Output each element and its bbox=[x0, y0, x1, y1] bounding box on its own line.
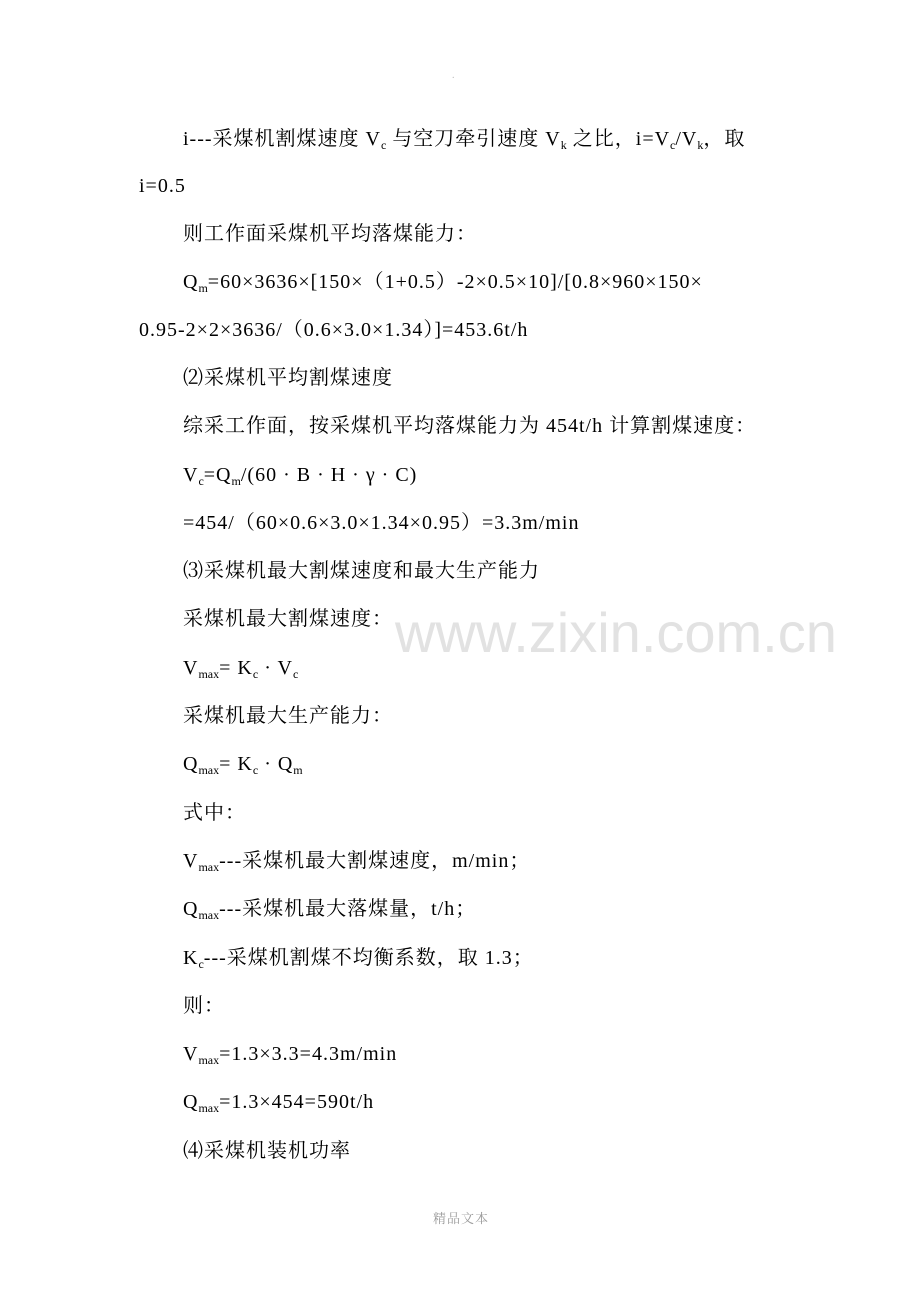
text-run: Q bbox=[183, 1091, 199, 1113]
formula-vmax bbox=[183, 655, 298, 687]
text-run: V bbox=[183, 850, 199, 872]
text-run: ---采煤机最大割煤速度，m/min； bbox=[219, 850, 531, 872]
text-run: =1.3×3.3=4.3m/min bbox=[219, 1043, 398, 1065]
text-run: Q bbox=[183, 271, 199, 293]
section-heading-2: ⑵采煤机平均割煤速度 bbox=[183, 367, 393, 389]
subscript: c bbox=[198, 474, 204, 488]
result-qmax bbox=[183, 1089, 374, 1121]
definition-i-value: i=0.5 bbox=[139, 175, 186, 197]
text-run: · Q bbox=[258, 753, 294, 775]
subscript: max bbox=[198, 860, 220, 874]
text-run: = K bbox=[219, 753, 253, 775]
text-run: V bbox=[183, 1043, 199, 1065]
subscript: c bbox=[670, 138, 676, 152]
paragraph-speed-intro: 综采工作面，按采煤机平均落煤能力为 454t/h 计算割煤速度： bbox=[183, 415, 757, 437]
subscript: c bbox=[198, 957, 204, 971]
subscript: m bbox=[293, 763, 303, 777]
definition-qmax bbox=[183, 896, 476, 928]
formula-qm-line1 bbox=[183, 269, 703, 301]
formula-qmax bbox=[183, 751, 303, 783]
text-run: = K bbox=[219, 657, 253, 679]
text-run: Q bbox=[183, 898, 199, 920]
definition-kc bbox=[183, 945, 534, 977]
header-mark: . bbox=[452, 70, 455, 81]
definition-vmax bbox=[183, 848, 530, 880]
text-run: =60×3636×[150×（1+0.5）-2×0.5×10]/[0.8×960×150× bbox=[207, 271, 703, 293]
watermark: www.zixin.com.cn bbox=[395, 601, 837, 664]
text-run: i---采煤机割煤速度 V bbox=[183, 128, 381, 150]
text-run: /V bbox=[675, 128, 698, 150]
section-heading-4: ⑷采煤机装机功率 bbox=[183, 1140, 351, 1162]
text-run: 之比，i=V bbox=[566, 128, 671, 150]
text-run: 与空刀牵引速度 V bbox=[386, 128, 561, 150]
text-run: V bbox=[183, 657, 199, 679]
formula-vc bbox=[183, 462, 417, 494]
subscript: c bbox=[252, 667, 259, 681]
definition-i-line bbox=[183, 126, 745, 158]
text-run: K bbox=[183, 947, 199, 969]
subscript: max bbox=[198, 1053, 220, 1067]
label-max-speed: 采煤机最大割煤速度： bbox=[183, 608, 393, 630]
text-run: · V bbox=[258, 657, 293, 679]
label-then: 则： bbox=[183, 995, 225, 1017]
section-heading-3: ⑶采煤机最大割煤速度和最大生产能力 bbox=[183, 560, 540, 582]
subscript: max bbox=[198, 667, 220, 681]
paragraph-average-capacity-intro: 则工作面采煤机平均落煤能力： bbox=[183, 223, 477, 245]
page-footer: 精品文本 bbox=[433, 1211, 490, 1226]
text-run: V bbox=[183, 464, 199, 486]
subscript: max bbox=[198, 763, 220, 777]
subscript: c bbox=[292, 667, 299, 681]
result-vmax bbox=[183, 1041, 397, 1073]
formula-qm-line2: 0.95-2×2×3636/（0.6×3.0×1.34）]=453.6t/h bbox=[139, 319, 529, 341]
text-run: ---采煤机割煤不均衡系数，取 1.3； bbox=[203, 947, 534, 969]
subscript: m bbox=[231, 474, 241, 488]
formula-vc-result: =454/（60×0.6×3.0×1.34×0.95）=3.3m/min bbox=[183, 512, 580, 534]
subscript: c bbox=[380, 138, 387, 152]
label-where: 式中： bbox=[183, 802, 246, 824]
subscript: c bbox=[252, 763, 259, 777]
subscript: max bbox=[198, 1101, 220, 1115]
subscript: k bbox=[697, 138, 704, 152]
text-run: Q bbox=[183, 753, 199, 775]
text-run: /(60 · B · H · γ · C) bbox=[240, 464, 418, 486]
subscript: max bbox=[198, 908, 220, 922]
subscript: k bbox=[560, 138, 567, 152]
text-run: ---采煤机最大落煤量，t/h； bbox=[219, 898, 477, 920]
text-run: ，取 bbox=[703, 128, 746, 150]
subscript: m bbox=[198, 281, 208, 295]
label-max-capacity: 采煤机最大生产能力： bbox=[183, 705, 393, 727]
text-run: =1.3×454=590t/h bbox=[219, 1091, 375, 1113]
text-run: =Q bbox=[203, 464, 232, 486]
